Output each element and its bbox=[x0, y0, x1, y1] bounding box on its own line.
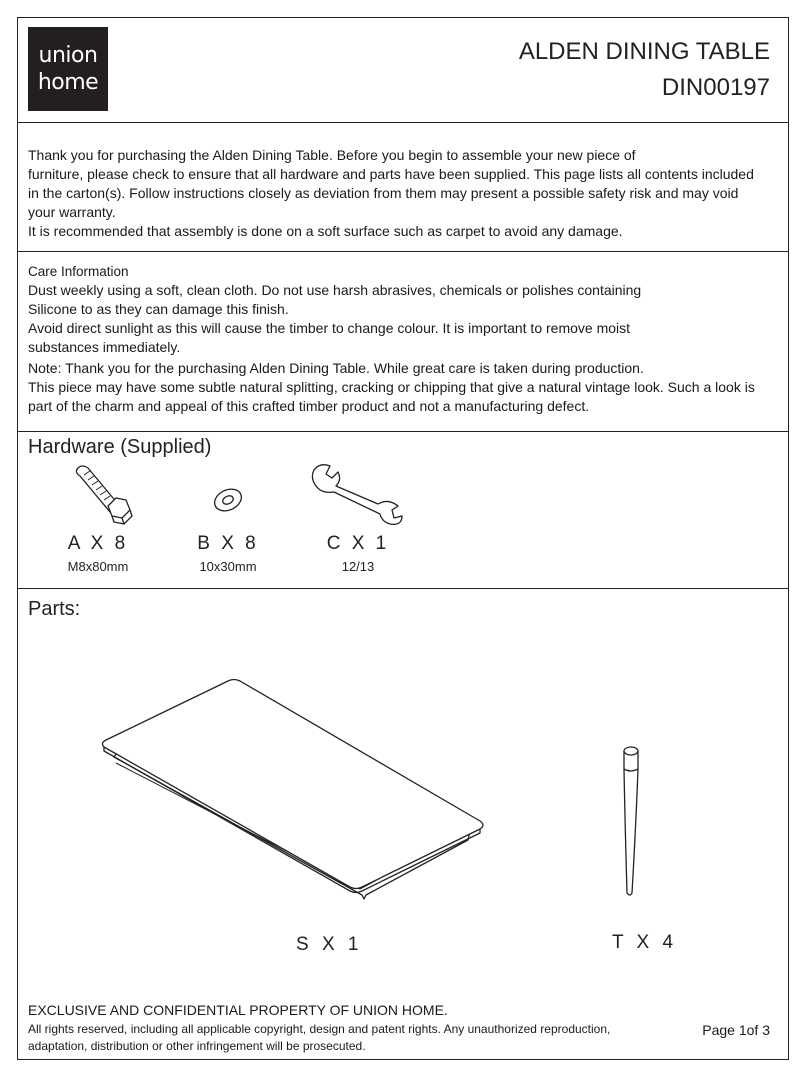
washer-icon bbox=[178, 462, 278, 526]
bolt-icon bbox=[48, 462, 148, 526]
hardware-c-spec: 12/13 bbox=[341, 559, 375, 574]
hardware-item-b bbox=[178, 462, 278, 574]
care-information bbox=[28, 262, 755, 416]
footer-confidential: EXCLUSIVE AND CONFIDENTIAL PROPERTY OF UNION HOME. bbox=[28, 1002, 448, 1018]
page-number: Page 1of 3 bbox=[702, 1022, 770, 1038]
intro-line: your warranty. bbox=[28, 204, 116, 220]
intro-line: Thank you for purchasing the Alden Dining Table. Before you begin to assemble your new piece of bbox=[28, 147, 636, 163]
union-home-logo bbox=[28, 27, 108, 111]
logo-line-1: union bbox=[38, 43, 98, 68]
page-frame bbox=[17, 17, 789, 1060]
hardware-title: Hardware (Supplied) bbox=[28, 436, 212, 458]
intro-line: in the carton(s). Follow instructions closely as deviation from them may present a possible safety risk and may void bbox=[28, 185, 739, 201]
care-line: Silicone to as they can damage this finish. bbox=[28, 301, 289, 317]
parts-title: Parts: bbox=[28, 598, 81, 620]
hardware-divider bbox=[18, 588, 788, 589]
hardware-b-spec: 10x30mm bbox=[199, 559, 257, 574]
note-line: Note: Thank you for the purchasing Alden Dining Table. While great care is taken during production. bbox=[28, 360, 644, 376]
care-line: Dust weekly using a soft, clean cloth. Do not use harsh abrasives, chemicals or polishes containing bbox=[28, 282, 642, 298]
product-name: ALDEN DINING TABLE bbox=[518, 38, 770, 65]
hardware-a-spec: M8x80mm bbox=[67, 559, 129, 574]
note-line: part of the charm and appeal of this crafted timber product and not a manufacturing defect. bbox=[28, 398, 590, 414]
intro-paragraph bbox=[28, 146, 754, 241]
header-divider bbox=[18, 122, 788, 123]
hardware-a-label: A X 8 bbox=[67, 533, 129, 554]
part-s-label: S X 1 bbox=[296, 934, 363, 955]
hardware-b-label: B X 8 bbox=[197, 533, 259, 554]
hardware-c-label: C X 1 bbox=[326, 533, 390, 554]
care-line: Avoid direct sunlight as this will cause the timber to change colour. It is important to remove moist bbox=[28, 320, 631, 336]
hardware-item-a bbox=[48, 462, 148, 574]
intro-divider bbox=[18, 251, 788, 252]
footer bbox=[28, 1002, 648, 1055]
document-title bbox=[519, 34, 770, 106]
care-divider bbox=[18, 431, 788, 432]
intro-line: furniture, please check to ensure that all hardware and parts have been supplied. This page lists all contents included bbox=[28, 166, 754, 182]
table-leg-icon bbox=[616, 743, 646, 903]
note-line: This piece may have some subtle natural splitting, cracking or chipping that give a natural vintage look. Such a look is bbox=[28, 379, 755, 395]
footer-rights bbox=[28, 1021, 648, 1055]
product-code: DIN00197 bbox=[661, 74, 770, 101]
logo-line-2: home bbox=[37, 70, 99, 95]
table-top-icon bbox=[98, 673, 488, 903]
care-line: substances immediately. bbox=[28, 339, 181, 355]
footer-rights-line: adaptation, distribution or other infringement will be prosecuted. bbox=[28, 1039, 366, 1053]
care-heading: Care Information bbox=[28, 264, 129, 279]
intro-line: It is recommended that assembly is done on a soft surface such as carpet to avoid any damage. bbox=[28, 223, 623, 239]
part-t-label: T X 4 bbox=[612, 932, 678, 953]
wrench-icon bbox=[308, 462, 408, 526]
footer-rights-line: All rights reserved, including all applicable copyright, design and patent rights. Any unauthorized reproduction, bbox=[28, 1022, 611, 1036]
hardware-item-c bbox=[308, 462, 408, 574]
